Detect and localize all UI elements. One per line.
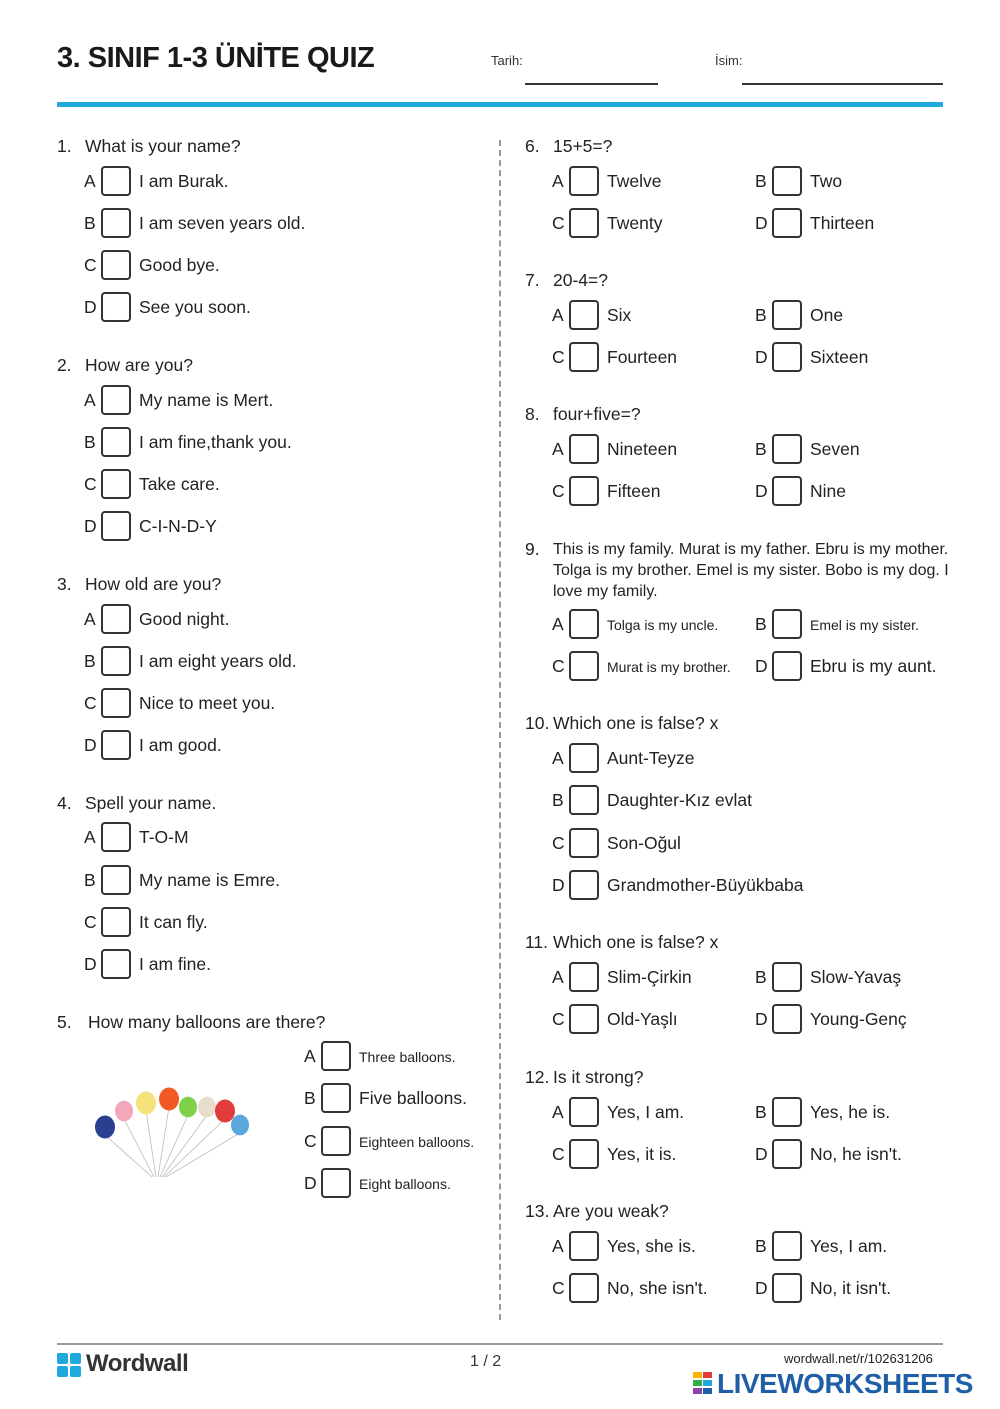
question-number: 7.	[525, 270, 540, 290]
option-letter: A	[552, 1102, 564, 1122]
option-letter: B	[552, 790, 564, 810]
option-text: One	[810, 305, 844, 325]
option-letter: B	[755, 439, 767, 459]
balloon-7	[215, 1100, 235, 1123]
date-field[interactable]	[525, 83, 658, 85]
answer-checkbox[interactable]	[569, 476, 599, 506]
option-letter: B	[304, 1088, 316, 1108]
option-letter: C	[304, 1131, 317, 1151]
option-letter: D	[755, 1144, 768, 1164]
option-letter: A	[552, 439, 564, 459]
option-letter: D	[755, 1278, 768, 1298]
option-letter: B	[84, 213, 96, 233]
option-text: Twelve	[607, 171, 662, 191]
option-text: Yes, he is.	[810, 1102, 891, 1122]
option-text: Take care.	[139, 474, 220, 494]
option-text: My name is Mert.	[139, 390, 274, 410]
option-letter: C	[552, 481, 565, 501]
answer-checkbox[interactable]	[569, 166, 599, 196]
answer-checkbox[interactable]	[569, 1097, 599, 1127]
option-letter: C	[552, 656, 565, 676]
option-letter: D	[755, 1009, 768, 1029]
option-text: Daughter-Kız evlat	[607, 790, 752, 810]
option-letter: D	[755, 213, 768, 233]
option-text: Slow-Yavaş	[810, 967, 902, 987]
answer-checkbox[interactable]	[569, 743, 599, 773]
option-text: Nineteen	[607, 439, 678, 459]
answer-checkbox[interactable]	[101, 865, 131, 895]
question-number: 12.	[525, 1067, 550, 1087]
option-letter: A	[552, 171, 564, 191]
option-text: I am fine,thank you.	[139, 432, 292, 452]
option-letter: C	[84, 474, 97, 494]
answer-checkbox[interactable]	[321, 1041, 351, 1071]
option-text: Young-Genç	[810, 1009, 907, 1029]
option-text: Murat is my brother.	[607, 659, 731, 675]
option-letter: A	[304, 1046, 316, 1066]
option-letter: D	[304, 1173, 317, 1193]
option-letter: A	[84, 171, 96, 191]
option-letter: B	[755, 305, 767, 325]
answer-checkbox[interactable]	[569, 609, 599, 639]
option-letter: B	[84, 651, 96, 671]
option-letter: B	[755, 1102, 767, 1122]
balloon-4	[159, 1088, 179, 1111]
option-letter: C	[84, 255, 97, 275]
question-text: Is it strong?	[553, 1067, 644, 1087]
balloon-2	[115, 1101, 133, 1122]
option-text: Yes, I am.	[607, 1102, 685, 1122]
option-text: Tolga is my uncle.	[607, 617, 719, 633]
option-text: Three balloons.	[359, 1049, 456, 1065]
option-text: Aunt-Teyze	[607, 748, 695, 768]
option-text: See you soon.	[139, 297, 251, 317]
option-text: Fourteen	[607, 347, 678, 367]
question-text: What is your name?	[85, 136, 241, 156]
answer-checkbox[interactable]	[101, 907, 131, 937]
option-text: T-O-M	[139, 827, 189, 847]
option-letter: C	[552, 833, 565, 853]
answer-checkbox[interactable]	[321, 1168, 351, 1198]
option-letter: B	[755, 614, 767, 634]
option-letter: D	[84, 297, 97, 317]
option-letter: A	[552, 748, 564, 768]
answer-checkbox[interactable]	[101, 604, 131, 634]
question-number: 5.	[57, 1012, 72, 1032]
option-text: Slim-Çirkin	[607, 967, 692, 987]
answer-checkbox[interactable]	[569, 1139, 599, 1169]
option-text: No, he isn't.	[810, 1144, 902, 1164]
option-text: Emel is my sister.	[810, 617, 919, 633]
option-letter: B	[755, 967, 767, 987]
option-text: Seven	[810, 439, 860, 459]
question-text: How are you?	[85, 355, 193, 375]
option-text: I am Burak.	[139, 171, 229, 191]
option-text: I am seven years old.	[139, 213, 306, 233]
answer-checkbox[interactable]	[772, 651, 802, 681]
option-letter: C	[552, 1009, 565, 1029]
question-number: 13.	[525, 1201, 550, 1221]
option-letter: A	[552, 305, 564, 325]
answer-checkbox[interactable]	[772, 300, 802, 330]
source-url[interactable]: wordwall.net/r/102631206	[784, 1351, 933, 1366]
question-text: How many balloons are there?	[88, 1012, 326, 1032]
question-text: This is my family. Murat is my father. Ebru is my mother. Tolga is my brother. Emel is my sister. Bobo is my dog. I love my family.	[553, 541, 949, 600]
option-letter: D	[755, 481, 768, 501]
answer-checkbox[interactable]	[772, 1231, 802, 1261]
option-text: It can fly.	[139, 912, 208, 932]
answer-checkbox[interactable]	[569, 785, 599, 815]
question-number: 9.	[525, 539, 540, 559]
answer-checkbox[interactable]	[772, 962, 802, 992]
option-letter: C	[552, 1278, 565, 1298]
wordwall-logo-icon	[57, 1352, 81, 1378]
option-letter: B	[84, 432, 96, 452]
question-number: 3.	[57, 574, 72, 594]
answer-checkbox[interactable]	[101, 250, 131, 280]
option-letter: C	[84, 693, 97, 713]
question-text: Spell your name.	[85, 793, 217, 813]
answer-checkbox[interactable]	[101, 166, 131, 196]
answer-checkbox[interactable]	[101, 469, 131, 499]
option-letter: D	[552, 875, 565, 895]
option-text: No, she isn't.	[607, 1278, 708, 1298]
question-text: How old are you?	[85, 574, 222, 594]
option-letter: C	[84, 912, 97, 932]
answer-checkbox[interactable]	[101, 385, 131, 415]
answer-checkbox[interactable]	[772, 1139, 802, 1169]
option-letter: C	[552, 1144, 565, 1164]
answer-checkbox[interactable]	[569, 434, 599, 464]
option-text: Nice to meet you.	[139, 693, 276, 713]
question-text: Which one is false? x	[553, 932, 719, 952]
question-number: 4.	[57, 793, 72, 813]
option-text: Six	[607, 305, 632, 325]
option-text: Good bye.	[139, 255, 220, 275]
option-text: I am eight years old.	[139, 651, 297, 671]
wordwall-brand: Wordwall	[86, 1350, 189, 1377]
question-number: 6.	[525, 136, 540, 156]
question-text: 15+5=?	[553, 136, 613, 156]
option-text: Ebru is my aunt.	[810, 656, 937, 676]
option-text: Yes, she is.	[607, 1236, 696, 1256]
option-letter: A	[84, 609, 96, 629]
answer-checkbox[interactable]	[569, 1231, 599, 1261]
answer-checkbox[interactable]	[101, 511, 131, 541]
option-text: Son-Oğul	[607, 833, 681, 853]
answer-checkbox[interactable]	[101, 822, 131, 852]
option-letter: B	[755, 1236, 767, 1256]
option-text: Good night.	[139, 609, 230, 629]
option-text: Twenty	[607, 213, 663, 233]
page-number: 1 / 2	[470, 1353, 502, 1370]
answer-checkbox[interactable]	[772, 1273, 802, 1303]
answer-checkbox[interactable]	[101, 208, 131, 238]
balloon-3	[136, 1092, 156, 1115]
answer-checkbox[interactable]	[101, 949, 131, 979]
option-letter: A	[84, 390, 96, 410]
date-label: Tarih:	[491, 53, 523, 68]
question-text: 20-4=?	[553, 270, 608, 290]
answer-checkbox[interactable]	[772, 609, 802, 639]
option-text: Sixteen	[810, 347, 869, 367]
question-number: 11.	[525, 932, 549, 952]
page-title: 3. SINIF 1-3 ÜNİTE QUIZ	[57, 42, 375, 74]
question-text: Are you weak?	[553, 1201, 669, 1221]
liveworksheets-logo-icon	[693, 1372, 713, 1394]
answer-checkbox[interactable]	[101, 292, 131, 322]
option-text: Old-Yaşlı	[607, 1009, 678, 1029]
answer-checkbox[interactable]	[101, 688, 131, 718]
option-text: C-I-N-D-Y	[139, 516, 217, 536]
balloon-1	[95, 1116, 115, 1139]
question-number: 8.	[525, 404, 540, 424]
answer-checkbox[interactable]	[569, 651, 599, 681]
option-text: Fifteen	[607, 481, 661, 501]
balloon-5	[179, 1097, 197, 1118]
option-letter: D	[84, 954, 97, 974]
header-rule	[57, 102, 943, 107]
option-letter: D	[84, 516, 97, 536]
answer-checkbox[interactable]	[101, 427, 131, 457]
answer-checkbox[interactable]	[101, 730, 131, 760]
balloon-6	[198, 1097, 216, 1118]
answer-checkbox[interactable]	[101, 646, 131, 676]
option-letter: A	[552, 1236, 564, 1256]
answer-checkbox[interactable]	[772, 342, 802, 372]
option-text: Thirteen	[810, 213, 875, 233]
name-field[interactable]	[742, 83, 943, 85]
option-letter: C	[552, 347, 565, 367]
option-text: Yes, it is.	[607, 1144, 677, 1164]
option-text: Eighteen balloons.	[359, 1134, 475, 1150]
balloon-8	[231, 1115, 249, 1136]
option-text: No, it isn't.	[810, 1278, 892, 1298]
question-number: 1.	[57, 136, 72, 156]
question-number: 10.	[525, 713, 550, 733]
answer-checkbox[interactable]	[569, 962, 599, 992]
question-number: 2.	[57, 355, 72, 375]
option-letter: A	[84, 827, 96, 847]
option-letter: B	[755, 171, 767, 191]
question-text: Which one is false? x	[553, 713, 719, 733]
answer-checkbox[interactable]	[772, 208, 802, 238]
option-text: Yes, I am.	[810, 1236, 888, 1256]
option-letter: A	[552, 967, 564, 987]
answer-checkbox[interactable]	[569, 342, 599, 372]
balloons-image	[90, 1085, 260, 1180]
name-label: İsim:	[715, 53, 743, 68]
option-text: I am good.	[139, 735, 222, 755]
answer-checkbox[interactable]	[772, 1004, 802, 1034]
option-text: Nine	[810, 481, 846, 501]
option-letter: D	[755, 347, 768, 367]
answer-checkbox[interactable]	[321, 1126, 351, 1156]
column-divider	[499, 140, 501, 1320]
answer-checkbox[interactable]	[772, 434, 802, 464]
option-text: I am fine.	[139, 954, 211, 974]
answer-checkbox[interactable]	[772, 166, 802, 196]
option-letter: B	[84, 870, 96, 890]
option-letter: A	[552, 614, 564, 634]
answer-checkbox[interactable]	[772, 476, 802, 506]
option-text: Two	[810, 171, 843, 191]
answer-checkbox[interactable]	[569, 208, 599, 238]
option-letter: D	[755, 656, 768, 676]
liveworksheets-watermark: LIVEWORKSHEETS	[717, 1368, 973, 1399]
option-letter: C	[552, 213, 565, 233]
question-text: four+five=?	[553, 404, 641, 424]
answer-checkbox[interactable]	[321, 1083, 351, 1113]
option-text: Five balloons.	[359, 1088, 467, 1108]
answer-checkbox[interactable]	[772, 1097, 802, 1127]
answer-checkbox[interactable]	[569, 1004, 599, 1034]
option-text: Grandmother-Büyükbaba	[607, 875, 804, 895]
footer-rule	[57, 1343, 943, 1345]
option-text: Eight balloons.	[359, 1176, 451, 1192]
answer-checkbox[interactable]	[569, 870, 599, 900]
option-letter: D	[84, 735, 97, 755]
answer-checkbox[interactable]	[569, 1273, 599, 1303]
option-text: My name is Emre.	[139, 870, 280, 890]
answer-checkbox[interactable]	[569, 828, 599, 858]
answer-checkbox[interactable]	[569, 300, 599, 330]
